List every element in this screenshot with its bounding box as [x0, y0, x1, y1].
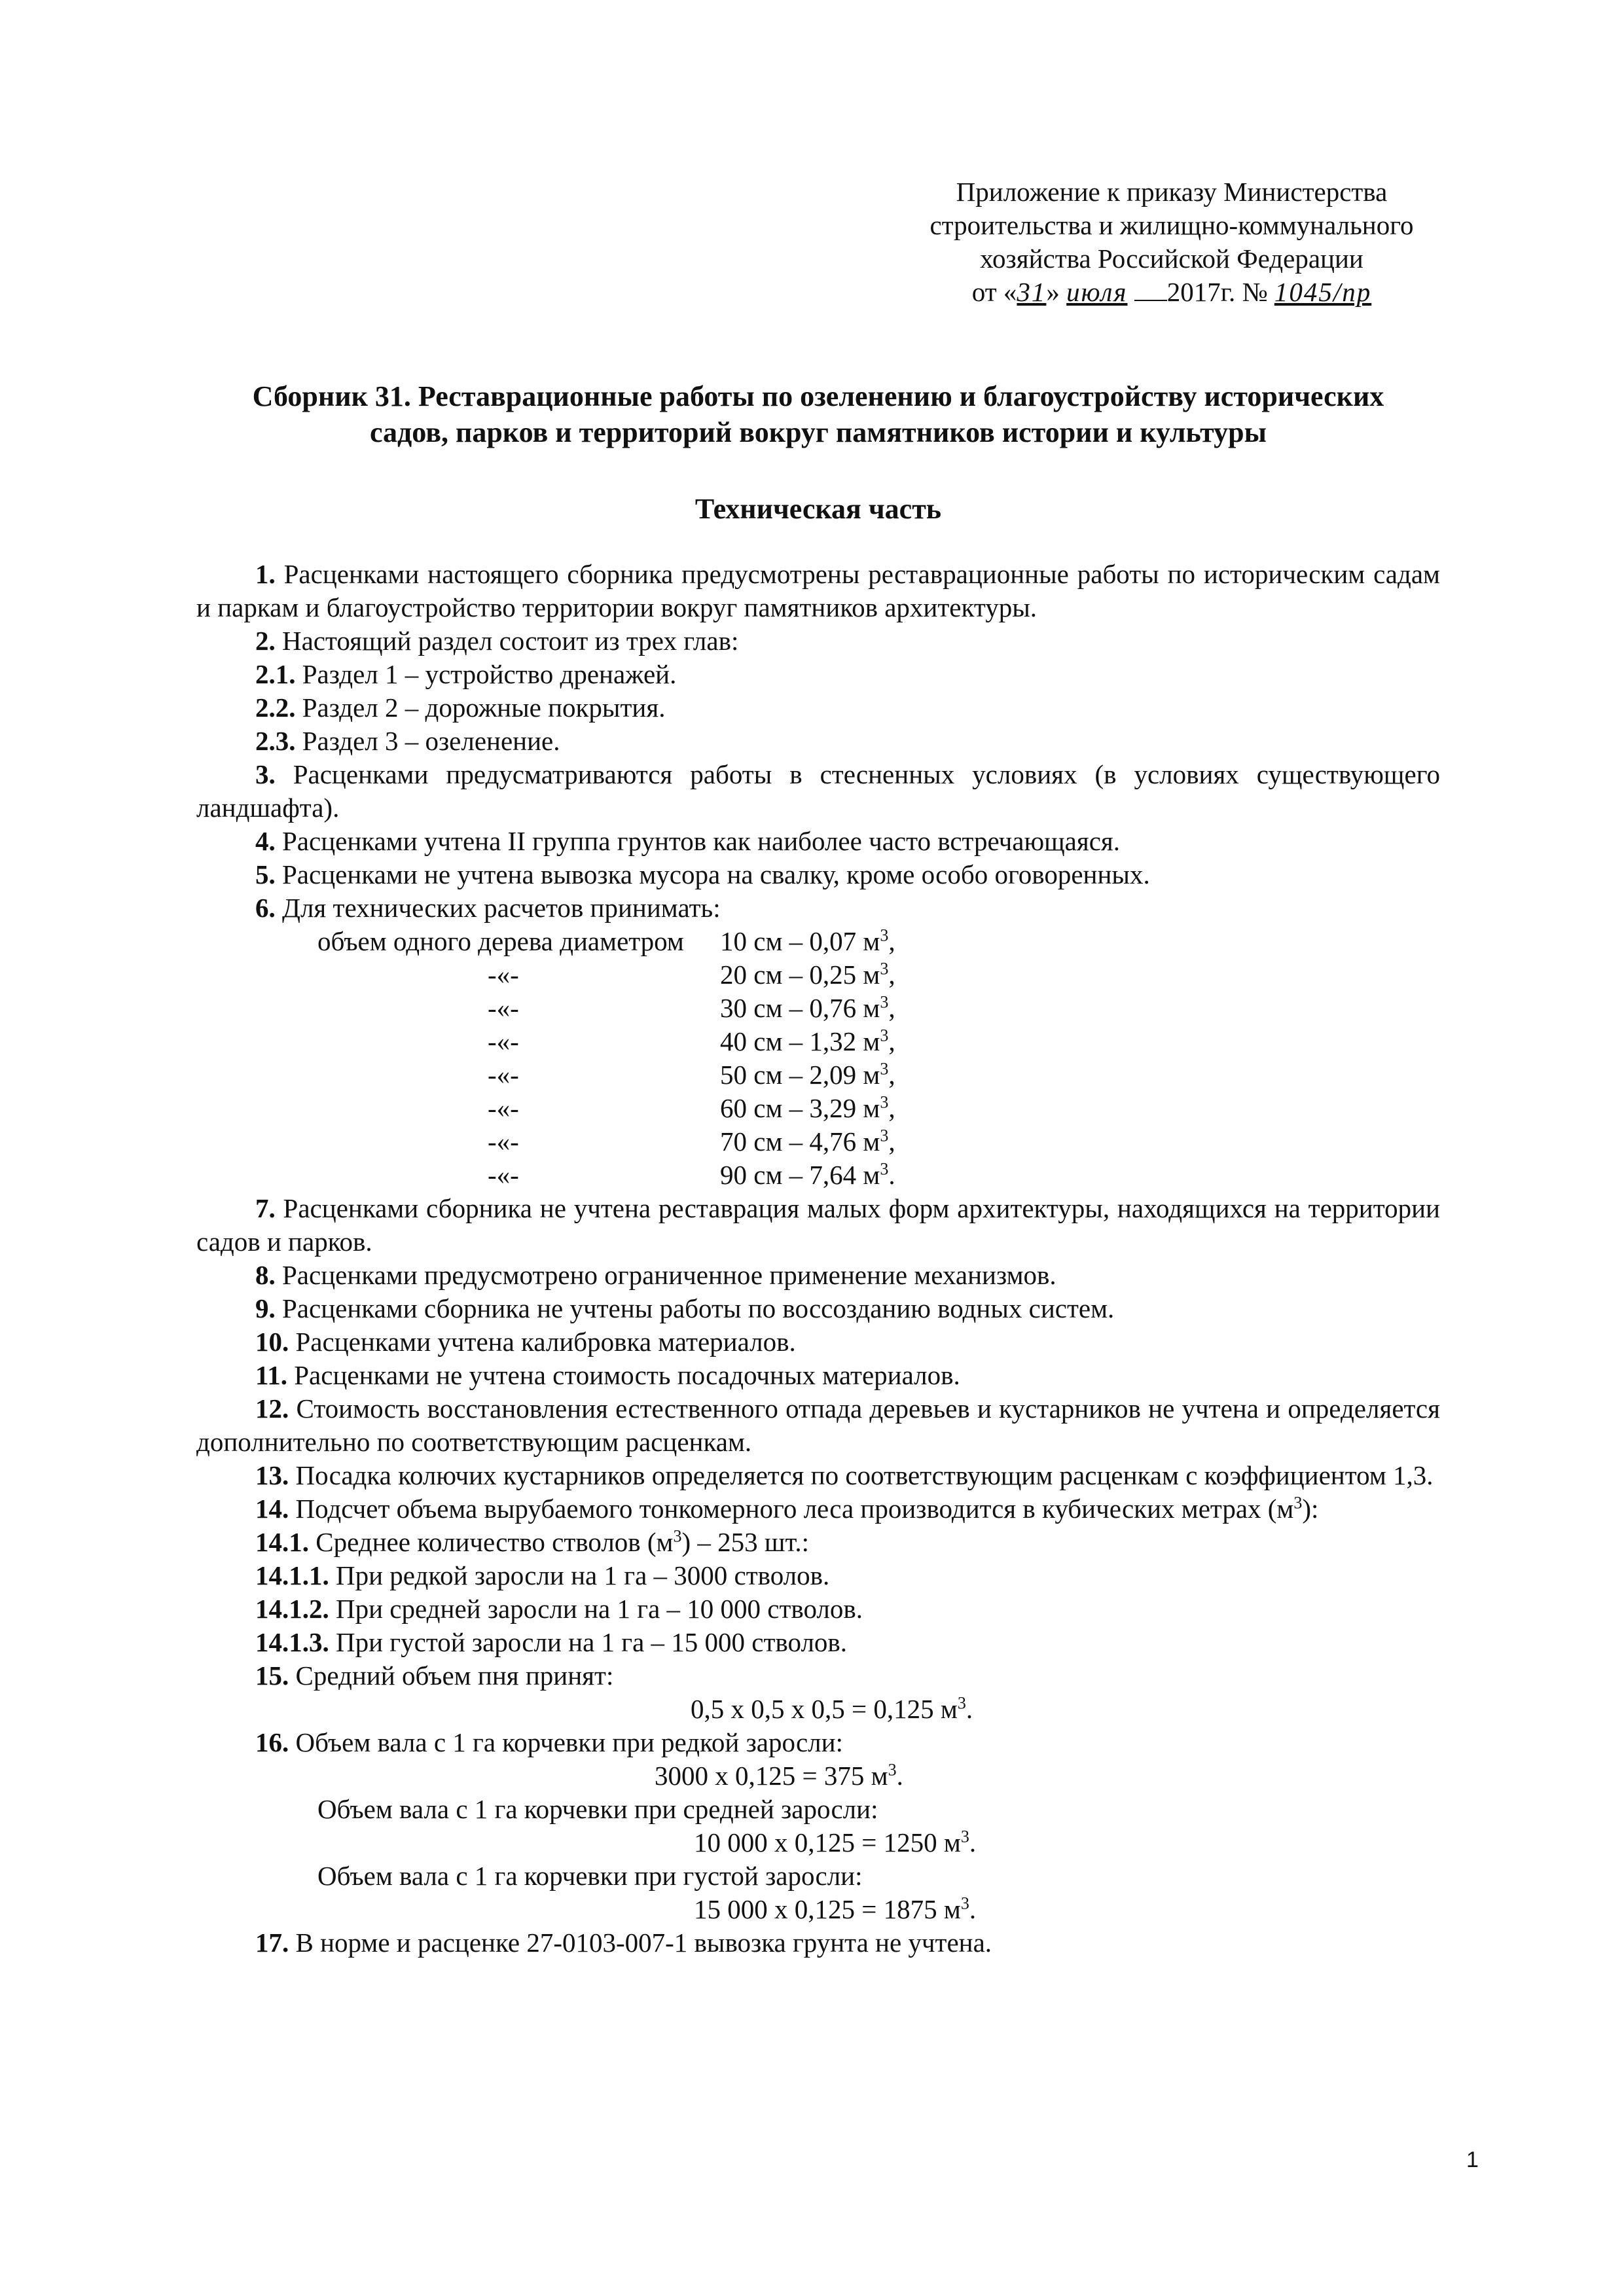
tree-volume-row: -«- 50 см – 2,09 $м^3$,: [488, 1059, 895, 1090]
item-14: 14. Подсчет объема вырубаемого тонкомерного леса производится в кубических метрах $(м^3)$:: [255, 1493, 1319, 1524]
item-2: 2. Настоящий раздел состоит из трех глав:: [255, 626, 739, 656]
title-line-2: садов, парков и территорий вокруг памятников истории и культуры: [369, 416, 1267, 448]
tree-volume-row: -«- 90 см – 7,64 $м^3$.: [488, 1159, 895, 1190]
date-year: 2017г. №: [1166, 277, 1268, 307]
appendix-line-1: Приложение к приказу Министерства: [956, 177, 1388, 207]
item-2-1: 2.1. Раздел 1 – устройство дренажей.: [255, 659, 677, 689]
appendix-line-2: строительства и жилищно-коммунального: [929, 210, 1414, 240]
item-13: 13. Посадка колючих кустарников определяется по соответствующим расценкам с коэффициентом 1,3.: [255, 1460, 1434, 1490]
item-8: 8. Расценками предусмотрено ограниченное применение механизмов.: [255, 1260, 1056, 1290]
tree-volume-intro: объем одного дерева диаметром: [317, 926, 684, 956]
item-14-1-3: 14.1.3. При густой заросли на 1 га – 15 000 стволов.: [255, 1627, 848, 1657]
date-month-handwritten: июля: [1066, 277, 1128, 307]
appendix-header: [851, 175, 1492, 309]
item-2-3: 2.3. Раздел 3 – озеленение.: [255, 726, 560, 756]
item-12: 12. Стоимость восстановления естественного отпада деревьев и кустарников не учтена и определяется дополнительно по соответствующим расценкам.: [196, 1393, 1440, 1457]
tree-volume-row: объем одного дерева диаметром 10 см – 0,07 $м^3$,: [196, 925, 1440, 958]
formula-dense: 15 000 х 0,125 = 1875 $м^3$.: [694, 1893, 977, 1924]
page-number: 1: [1466, 2147, 1479, 2172]
item-2-2: 2.2. Раздел 2 – дорожные покрытия.: [255, 692, 666, 723]
tree-volume-table: [196, 925, 1440, 1192]
item-14-1-2: 14.1.2. При средней заросли на 1 га – 10 000 стволов.: [255, 1594, 863, 1624]
title-line-1: Сборник 31. Реставрационные работы по озеленению и благоустройству исторических: [252, 380, 1384, 412]
tree-volume-row: -«- 60 см – 3,29 $м^3$,: [488, 1092, 895, 1123]
document-body: [196, 558, 1440, 1960]
item-7: 7. Расценками сборника не учтена реставрация малых форм архитектуры, находящихся на территории садов и парков.: [196, 1193, 1440, 1257]
date-prefix: от «: [971, 277, 1017, 307]
order-number-handwritten: 1045/пр: [1274, 277, 1372, 307]
item-16-medium-text: Объем вала с 1 га корчевки при средней заросли:: [317, 1794, 878, 1824]
item-5: 5. Расценками не учтена вывозка мусора на свалку, кроме особо оговоренных.: [255, 859, 1150, 889]
tree-volume-row: -«- 20 см – 0,25 $м^3$,: [488, 959, 895, 990]
item-14-1: 14.1. Среднее количество стволов $(м^3) - 253$ шт.:: [255, 1526, 809, 1557]
appendix-date-line: [851, 276, 1492, 309]
formula-medium: 10 000 х 0,125 = 1250 $м^3$.: [694, 1827, 977, 1857]
item-17: 17. В норме и расценке 27-0103-007-1 вывозка грунта не учтена.: [255, 1928, 992, 1958]
section-heading: Техническая часть: [695, 493, 942, 525]
tree-volume-row: -«- 30 см – 0,76 $м^3$,: [488, 992, 895, 1023]
item-6: 6. Для технических расчетов принимать:: [255, 893, 721, 923]
item-16: 16. Объем вала с 1 га корчевки при редкой заросли:: [255, 1727, 843, 1757]
appendix-line-3: хозяйства Российской Федерации: [980, 243, 1363, 274]
tree-volume-row: -«- 70 см – 4,76 $м^3$,: [488, 1126, 895, 1157]
document-title: [196, 378, 1440, 450]
item-10: 10. Расценками учтена калибровка материалов.: [255, 1327, 796, 1357]
item-16-dense-text: Объем вала с 1 га корчевки при густой заросли:: [317, 1861, 863, 1891]
item-11: 11. Расценками не учтена стоимость посадочных материалов.: [255, 1360, 960, 1390]
formula-sparse: 3000 х 0,125 = 375 $м^3$.: [655, 1760, 903, 1791]
formula-stump-volume: 0,5 х 0,5 х 0,5 = 0,125 $м^3$.: [691, 1693, 973, 1724]
date-mid: »: [1046, 277, 1067, 307]
date-day-handwritten: 31: [1017, 277, 1047, 307]
item-9: 9. Расценками сборника не учтены работы по воссозданию водных систем.: [255, 1293, 1115, 1323]
item-14-1-1: 14.1.1. При редкой заросли на 1 га – 3000 стволов.: [255, 1560, 830, 1590]
item-4: 4. Расценками учтена II группа грунтов как наиболее часто встречающаяся.: [255, 826, 1121, 856]
date-blank-line: [1134, 280, 1167, 301]
tree-volume-row: -«- 40 см – 1,32 $м^3$,: [488, 1026, 895, 1056]
item-3: 3. Расценками предусматриваются работы в стесненных условиях (в условиях существующего ландшафта).: [196, 759, 1440, 823]
item-1: 1. Расценками настоящего сборника предусмотрены реставрационные работы по историческим садам и паркам и благоустройство территории вокруг памятников архитектуры.: [196, 559, 1440, 622]
item-15: 15. Средний объем пня принят:: [255, 1660, 614, 1691]
